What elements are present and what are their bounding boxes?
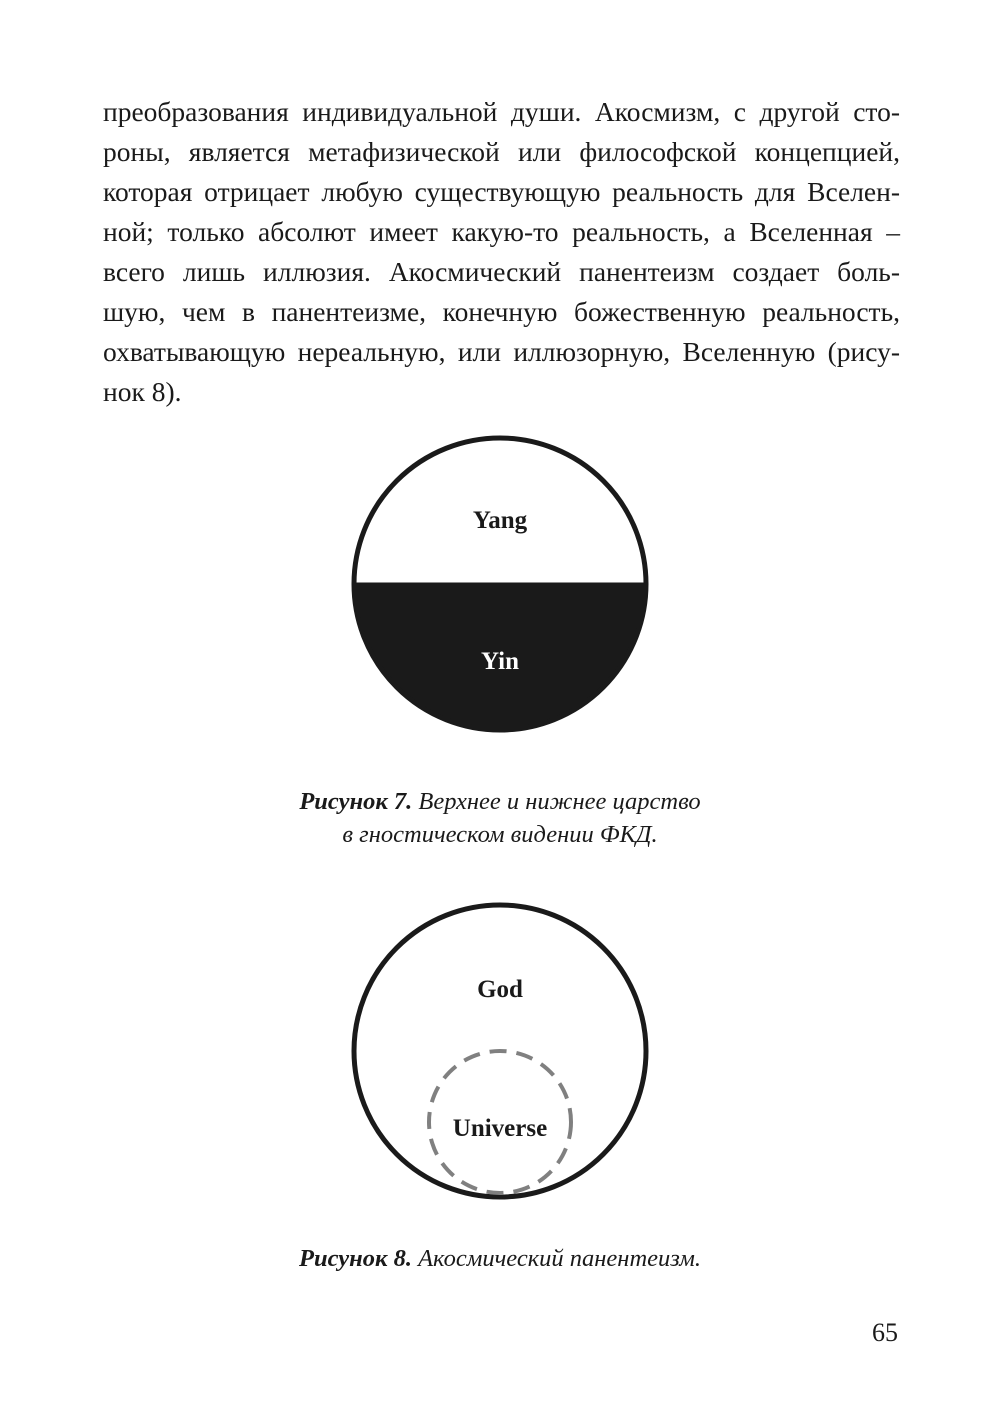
figure-8 (0, 895, 1000, 1207)
universe-label: Universe (452, 1115, 548, 1142)
text-line: которая отрицает любую существующую реальность для Вселен- (103, 176, 900, 207)
yin-label: Yin (481, 648, 519, 675)
yang-label: Yang (472, 507, 528, 534)
text-line: преобразования индивидуальной души. Акосмизм, с другой сто- (103, 96, 900, 127)
figure-8-caption (0, 1242, 1000, 1275)
figure-7-caption (0, 785, 1000, 851)
yang-yin-diagram (345, 428, 655, 740)
caption-text-line2: в гностическом видении ФКД. (342, 821, 658, 848)
text-line: ной; только абсолют имеет какую-то реальность, а Вселенная – (103, 216, 900, 247)
god-label: God (477, 976, 523, 1003)
caption-text: Акосмический панентеизм. (411, 1245, 701, 1272)
text-line: роны, является метафизической или философской концепцией, (103, 136, 900, 167)
figure-7 (0, 428, 1000, 740)
text-line: нок 8). (103, 376, 182, 407)
caption-lead: Рисунок 7. (299, 788, 413, 815)
acosmic-panentheism-diagram (345, 895, 655, 1207)
caption-lead: Рисунок 8. (299, 1245, 412, 1272)
page-number: 65 (872, 1318, 898, 1347)
text-line: охватывающую нереальную, или иллюзорную, Вселенную (рису- (103, 336, 900, 367)
text-line: шую, чем в панентеизме, конечную божественную реальность, (103, 296, 900, 327)
body-paragraph (103, 92, 900, 412)
caption-text: Верхнее и нижнее царство (412, 788, 701, 815)
text-line: всего лишь иллюзия. Акосмический панентеизм создает боль- (103, 256, 900, 287)
